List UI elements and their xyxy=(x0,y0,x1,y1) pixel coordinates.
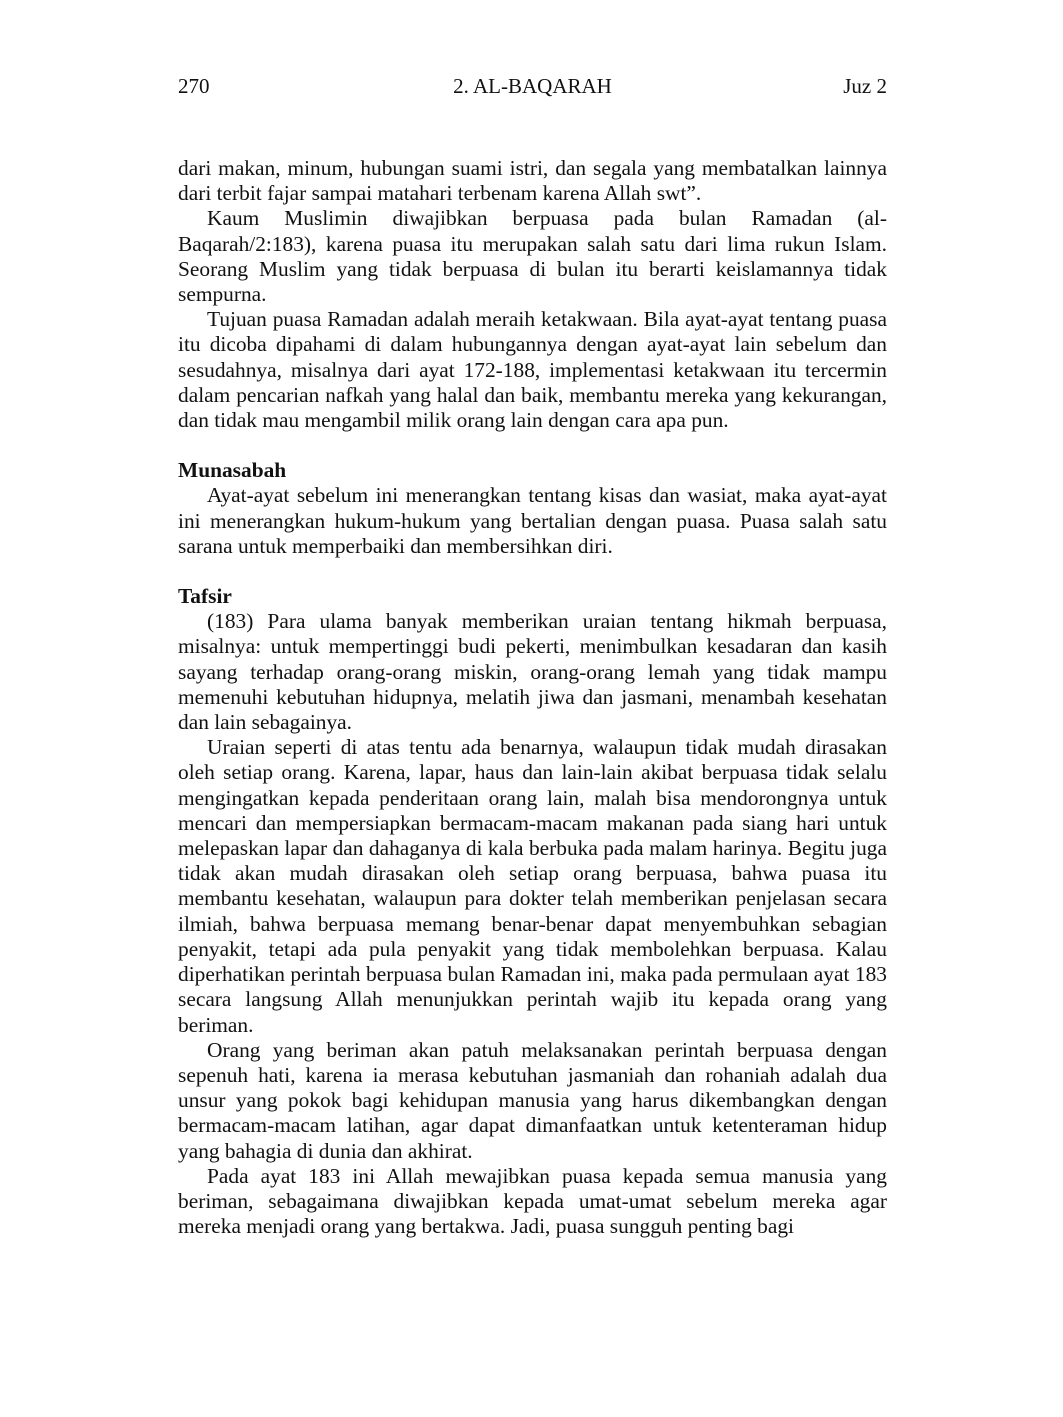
heading-munasabah: Munasabah xyxy=(178,458,287,483)
running-header xyxy=(178,72,887,100)
body-text xyxy=(178,156,887,1239)
paragraph-intro-continuation: dari makan, minum, hubungan suami istri, dan segala yang membatalkan lainnya dari terbit fajar sampai matahari terbenam karena Allah swt”. xyxy=(178,156,887,206)
chapter-title: 2. AL-BAQARAH xyxy=(453,74,612,98)
paragraph-tujuan-puasa: Tujuan puasa Ramadan adalah meraih ketakwaan. Bila ayat-ayat tentang puasa itu dicoba dipahami di dalam hubungannya dengan ayat-ayat lain sebelum dan sesudahnya, misalnya dari ayat 172-188, implementasi ketakwaan itu tercermin dalam pencarian nafkah yang halal dan baik, membantu mereka yang kekurangan, dan tidak mau mengambil milik orang lain dengan cara apa pun. xyxy=(178,307,887,433)
page-number: 270 xyxy=(178,74,210,98)
section-gap xyxy=(178,559,887,584)
juz-label: Juz 2 xyxy=(843,74,887,98)
heading-tafsir: Tafsir xyxy=(178,584,232,609)
paragraph-munasabah: Ayat-ayat sebelum ini menerangkan tentang kisas dan wasiat, maka ayat-ayat ini menerangkan hukum-hukum yang bertalian dengan puasa. Puasa salah satu sarana untuk memperbaiki dan membersihkan diri. xyxy=(178,483,887,558)
paragraph-tafsir-3: Orang yang beriman akan patuh melaksanakan perintah berpuasa dengan sepenuh hati, karena ia merasa kebutuhan jasmaniah dan rohaniah adalah dua unsur yang pokok bagi kehidupan manusia yang harus dikembangkan dengan bermacam-macam latihan, agar dapat dimanfaatkan untuk ketenteraman hidup yang bahagia di dunia dan akhirat. xyxy=(178,1037,887,1163)
section-gap xyxy=(178,433,887,458)
paragraph-tafsir-1: (183) Para ulama banyak memberikan uraian tentang hikmah berpuasa, misalnya: untuk mempertinggi budi pekerti, menimbulkan kesadaran dan kasih sayang terhadap orang-orang miskin, orang-orang lemah yang tidak mampu memenuhi kebutuhan hidupnya, melatih jiwa dan jasmani, menambah kesehatan dan lain sebagainya. xyxy=(178,609,887,735)
paragraph-kaum-muslimin: Kaum Muslimin diwajibkan berpuasa pada bulan Ramadan (al-Baqarah/2:183), karena puasa itu merupakan salah satu dari lima rukun Islam. Seorang Muslim yang tidak berpuasa di bulan itu berarti keislamannya tidak sempurna. xyxy=(178,206,887,307)
paragraph-tafsir-2: Uraian seperti di atas tentu ada benarnya, walaupun tidak mudah dirasakan oleh setiap orang. Karena, lapar, haus dan lain-lain akibat berpuasa tidak selalu mengingatkan kepada penderitaan orang lain, malah bisa mendorongnya untuk mencari dan mempersiapkan bermacam-macam makanan pada siang hari untuk melepaskan lapar dan dahaganya di kala berbuka pada malam harinya. Begitu juga tidak akan mudah dirasakan oleh setiap orang berpuasa, bahwa puasa itu membantu kesehatan, walaupun para dokter telah memberikan penjelasan secara ilmiah, bahwa berpuasa memang benar-benar dapat menyembuhkan sebagian penyakit, tetapi ada pula penyakit yang tidak membolehkan berpuasa. Kalau diperhatikan perintah berpuasa bulan Ramadan ini, maka pada permulaan ayat 183 secara langsung Allah menunjukkan perintah wajib itu kepada orang yang beriman. xyxy=(178,735,887,1037)
paragraph-tafsir-4: Pada ayat 183 ini Allah mewajibkan puasa kepada semua manusia yang beriman, sebagaimana diwajibkan kepada umat-umat sebelum mereka agar mereka menjadi orang yang bertakwa. Jadi, puasa sungguh penting bagi xyxy=(178,1163,887,1239)
